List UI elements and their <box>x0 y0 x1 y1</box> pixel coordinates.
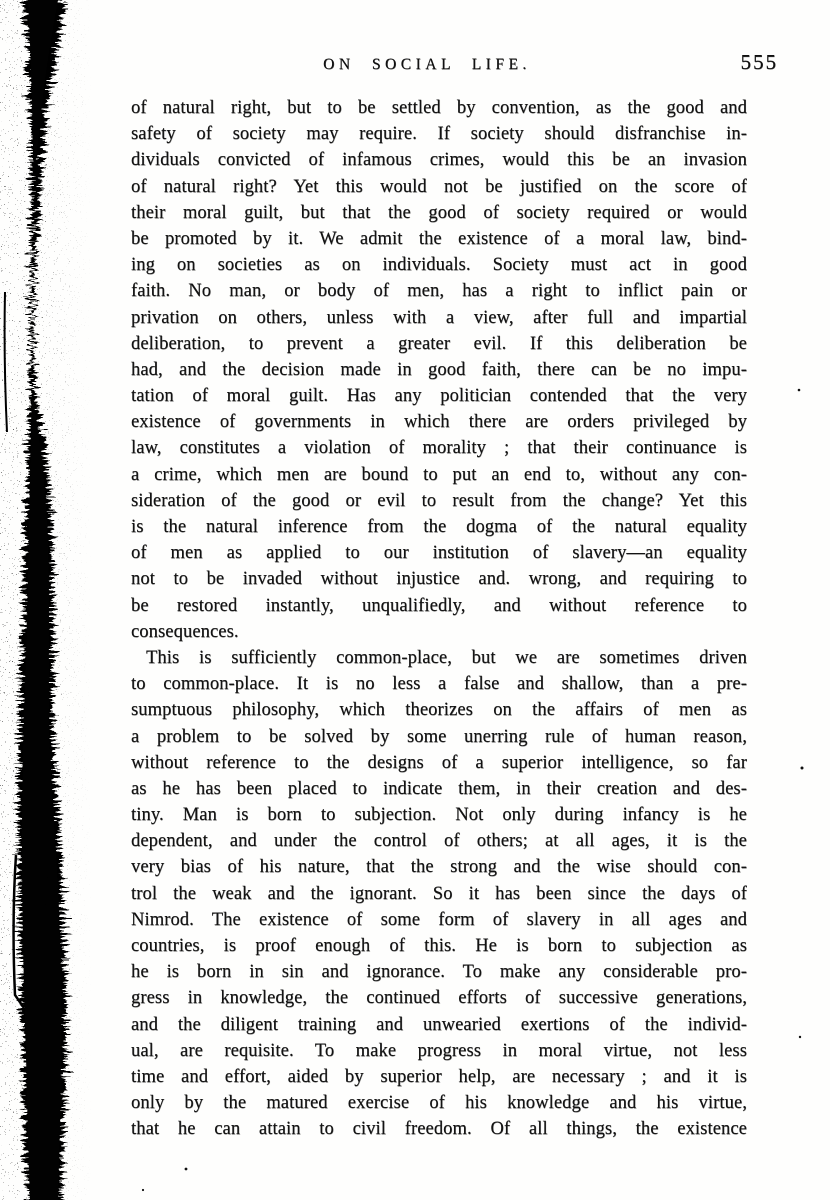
text-line: privation on others, unless with a view, after full and impartial <box>131 307 747 328</box>
text-line: he is born in sin and ignorance. To make any considerable pro- <box>131 962 747 983</box>
text-line: their moral guilt, but that the good of society required or would <box>131 202 747 223</box>
text-line: gress in knowledge, the continued efforts of successive generations, <box>131 988 747 1009</box>
text-line: be promoted by it. We admit the existence of a moral law, bind- <box>131 228 747 249</box>
text-line: to common-place. It is no less a false and shallow, than a pre- <box>131 674 747 695</box>
text-line: ing on societies as on individuals. Society must act in good <box>131 255 747 276</box>
text-line: a problem to be solved by some unerring rule of human reason, <box>131 726 747 747</box>
text-line: and the diligent training and unwearied exertions of the individ- <box>131 1014 747 1035</box>
text-line: is the natural inference from the dogma of the natural equality <box>131 517 747 537</box>
running-title: ON SOCIAL LIFE. <box>323 56 531 73</box>
text-block <box>131 95 747 1143</box>
text-line: Nimrod. The existence of some form of slavery in all ages and <box>131 909 747 930</box>
text-line: that he can attain to civil freedom. Of all things, the existence <box>131 1119 747 1140</box>
text-line: This is sufficiently common-place, but we are sometimes driven <box>146 647 747 668</box>
text-line: not to be invaded without injustice and. wrong, and requiring to <box>131 569 747 590</box>
text-line: safety of society may require. If society should disfranchise in- <box>131 124 747 145</box>
page-number: 555 <box>740 50 778 74</box>
text-line: consequences. <box>131 621 239 642</box>
text-line: dividuals convicted of infamous crimes, would this be an invasion <box>131 150 747 171</box>
text-line: trol the weak and the ignorant. So it has been since the days of <box>131 883 747 904</box>
paragraph <box>131 645 747 1143</box>
text-line: without reference to the designs of a superior intelligence, so far <box>131 752 747 773</box>
text-line: tiny. Man is born to subjection. Not only during infancy is he <box>131 805 747 826</box>
text-line: countries, is proof enough of this. He is born to subjection as <box>131 936 747 956</box>
text-line: sumptuous philosophy, which theorizes on the affairs of men as <box>131 700 747 721</box>
text-line: ual, are requisite. To make progress in moral virtue, not less <box>131 1040 747 1061</box>
text-line: of natural right? Yet this would not be justified on the score of <box>131 176 747 197</box>
text-line: time and effort, aided by superior help, are necessary ; and it is <box>131 1066 747 1087</box>
text-line: dependent, and under the control of others; at all ages, it is the <box>131 831 747 852</box>
paragraph <box>131 95 747 645</box>
text-line: of men as applied to our institution of slavery—an equality <box>131 543 747 564</box>
text-line: of natural right, but to be settled by convention, as the good and <box>131 98 747 118</box>
text-line: a crime, which men are bound to put an end to, without any con- <box>131 464 747 485</box>
text-line: law, constitutes a violation of morality ; that their continuance is <box>131 438 747 459</box>
text-line: had, and the decision made in good faith, there can be no impu- <box>131 359 747 380</box>
text-line: only by the matured exercise of his knowledge and his virtue, <box>131 1093 747 1114</box>
text-line: tation of moral guilt. Has any politician contended that the very <box>131 386 747 407</box>
text-line: be restored instantly, unqualifiedly, and without reference to <box>131 595 747 616</box>
text-line: very bias of his nature, that the strong and the wise should con- <box>131 857 747 878</box>
text-line: sideration of the good or evil to result from the change? Yet this <box>131 490 747 511</box>
text-line: existence of governments in which there are orders privileged by <box>131 412 747 433</box>
text-line: deliberation, to prevent a greater evil. If this deliberation be <box>131 333 747 354</box>
text-line: faith. No man, or body of men, has a right to inflict pain or <box>131 281 747 302</box>
text-line: as he has been placed to indicate them, in their creation and des- <box>131 778 747 799</box>
page-header <box>131 50 778 80</box>
